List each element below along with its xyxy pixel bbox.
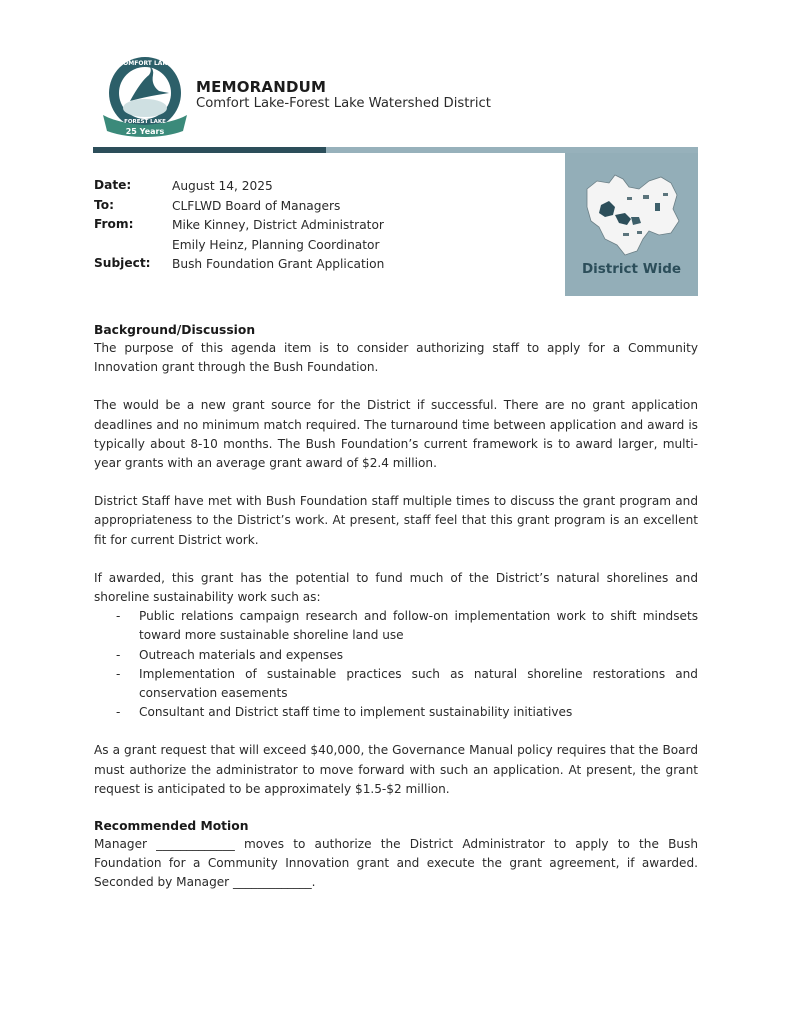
- memo-title: MEMORANDUM: [196, 78, 327, 96]
- background-heading: Background/Discussion: [94, 323, 256, 337]
- list-item: - Consultant and District staff time to implement sustainability initiatives: [94, 703, 698, 722]
- svg-text:COMFORT LAKE: COMFORT LAKE: [118, 60, 172, 67]
- motion-text: Manager _____________ moves to authorize the District Administrator to apply to the Bush Foundation for a Community Innovation grant and execute the grant agreement, if awarded. Seconded by Manager _____________.: [94, 837, 698, 890]
- memo-body: [94, 322, 698, 912]
- bullet-dash: -: [116, 705, 121, 720]
- bullet-dash: -: [116, 666, 121, 681]
- from-value-2: Emily Heinz, Planning Coordinator: [172, 237, 380, 252]
- to-value: CLFLWD Board of Managers: [172, 198, 341, 213]
- background-paragraph-5: As a grant request that will exceed $40,000, the Governance Manual policy requires that the Board must authorize the administrator to move forward with such an application. At present, the grant request is anticipated to be approximately $1.5-$2 million.: [94, 743, 698, 796]
- district-map-icon: [579, 167, 685, 259]
- list-item: - Outreach materials and expenses: [94, 646, 698, 665]
- to-label: To:: [94, 197, 114, 212]
- bullet-dash: -: [116, 609, 121, 624]
- from-value-1: Mike Kinney, District Administrator: [172, 218, 384, 232]
- background-paragraph-3: District Staff have met with Bush Foundation staff multiple times to discuss the grant program and appropriateness to the District’s work. At present, staff feel that this grant program is an excellent fit for current District work.: [94, 494, 698, 547]
- heron-icon: [97, 53, 193, 141]
- background-paragraph-2: The would be a new grant source for the District if successful. There are no grant application deadlines and no minimum match required. The turnaround time between application and award is typically about 8-10 months. The Bush Foundation’s current framework is to award larger, multi-year grants with an average grant award of $2.4 million.: [94, 398, 698, 471]
- date-label: Date:: [94, 178, 132, 192]
- subject-label: Subject:: [94, 256, 151, 270]
- header-divider-dark: [93, 147, 326, 153]
- background-paragraph-1: The purpose of this agenda item is to consider authorizing staff to apply for a Community Innovation grant through the Bush Foundation.: [94, 341, 698, 375]
- from-label: From:: [94, 217, 134, 231]
- list-item: - Implementation of sustainable practices such as natural shoreline restorations and conservation easements: [116, 666, 698, 701]
- background-paragraph-4: If awarded, this grant has the potential to fund much of the District’s natural shorelines and shoreline sustainability work such as:: [94, 570, 698, 605]
- date-value: August 14, 2025: [172, 179, 273, 193]
- district-wide-label: District Wide: [581, 261, 682, 277]
- subject-value: Bush Foundation Grant Application: [172, 257, 385, 271]
- organization-name: Comfort Lake-Forest Lake Watershed District: [196, 96, 491, 111]
- svg-text:25 Years: 25 Years: [125, 127, 165, 136]
- svg-text:FOREST LAKE: FOREST LAKE: [124, 119, 166, 125]
- district-logo: [97, 53, 193, 141]
- motion-heading: Recommended Motion: [94, 819, 249, 834]
- district-wide-badge: [565, 153, 698, 296]
- bullet-dash: -: [116, 647, 121, 662]
- list-item: - Public relations campaign research and follow-on implementation work to shift mindsets toward more sustainable shoreline land use: [116, 609, 698, 643]
- funding-uses-list: [94, 607, 698, 722]
